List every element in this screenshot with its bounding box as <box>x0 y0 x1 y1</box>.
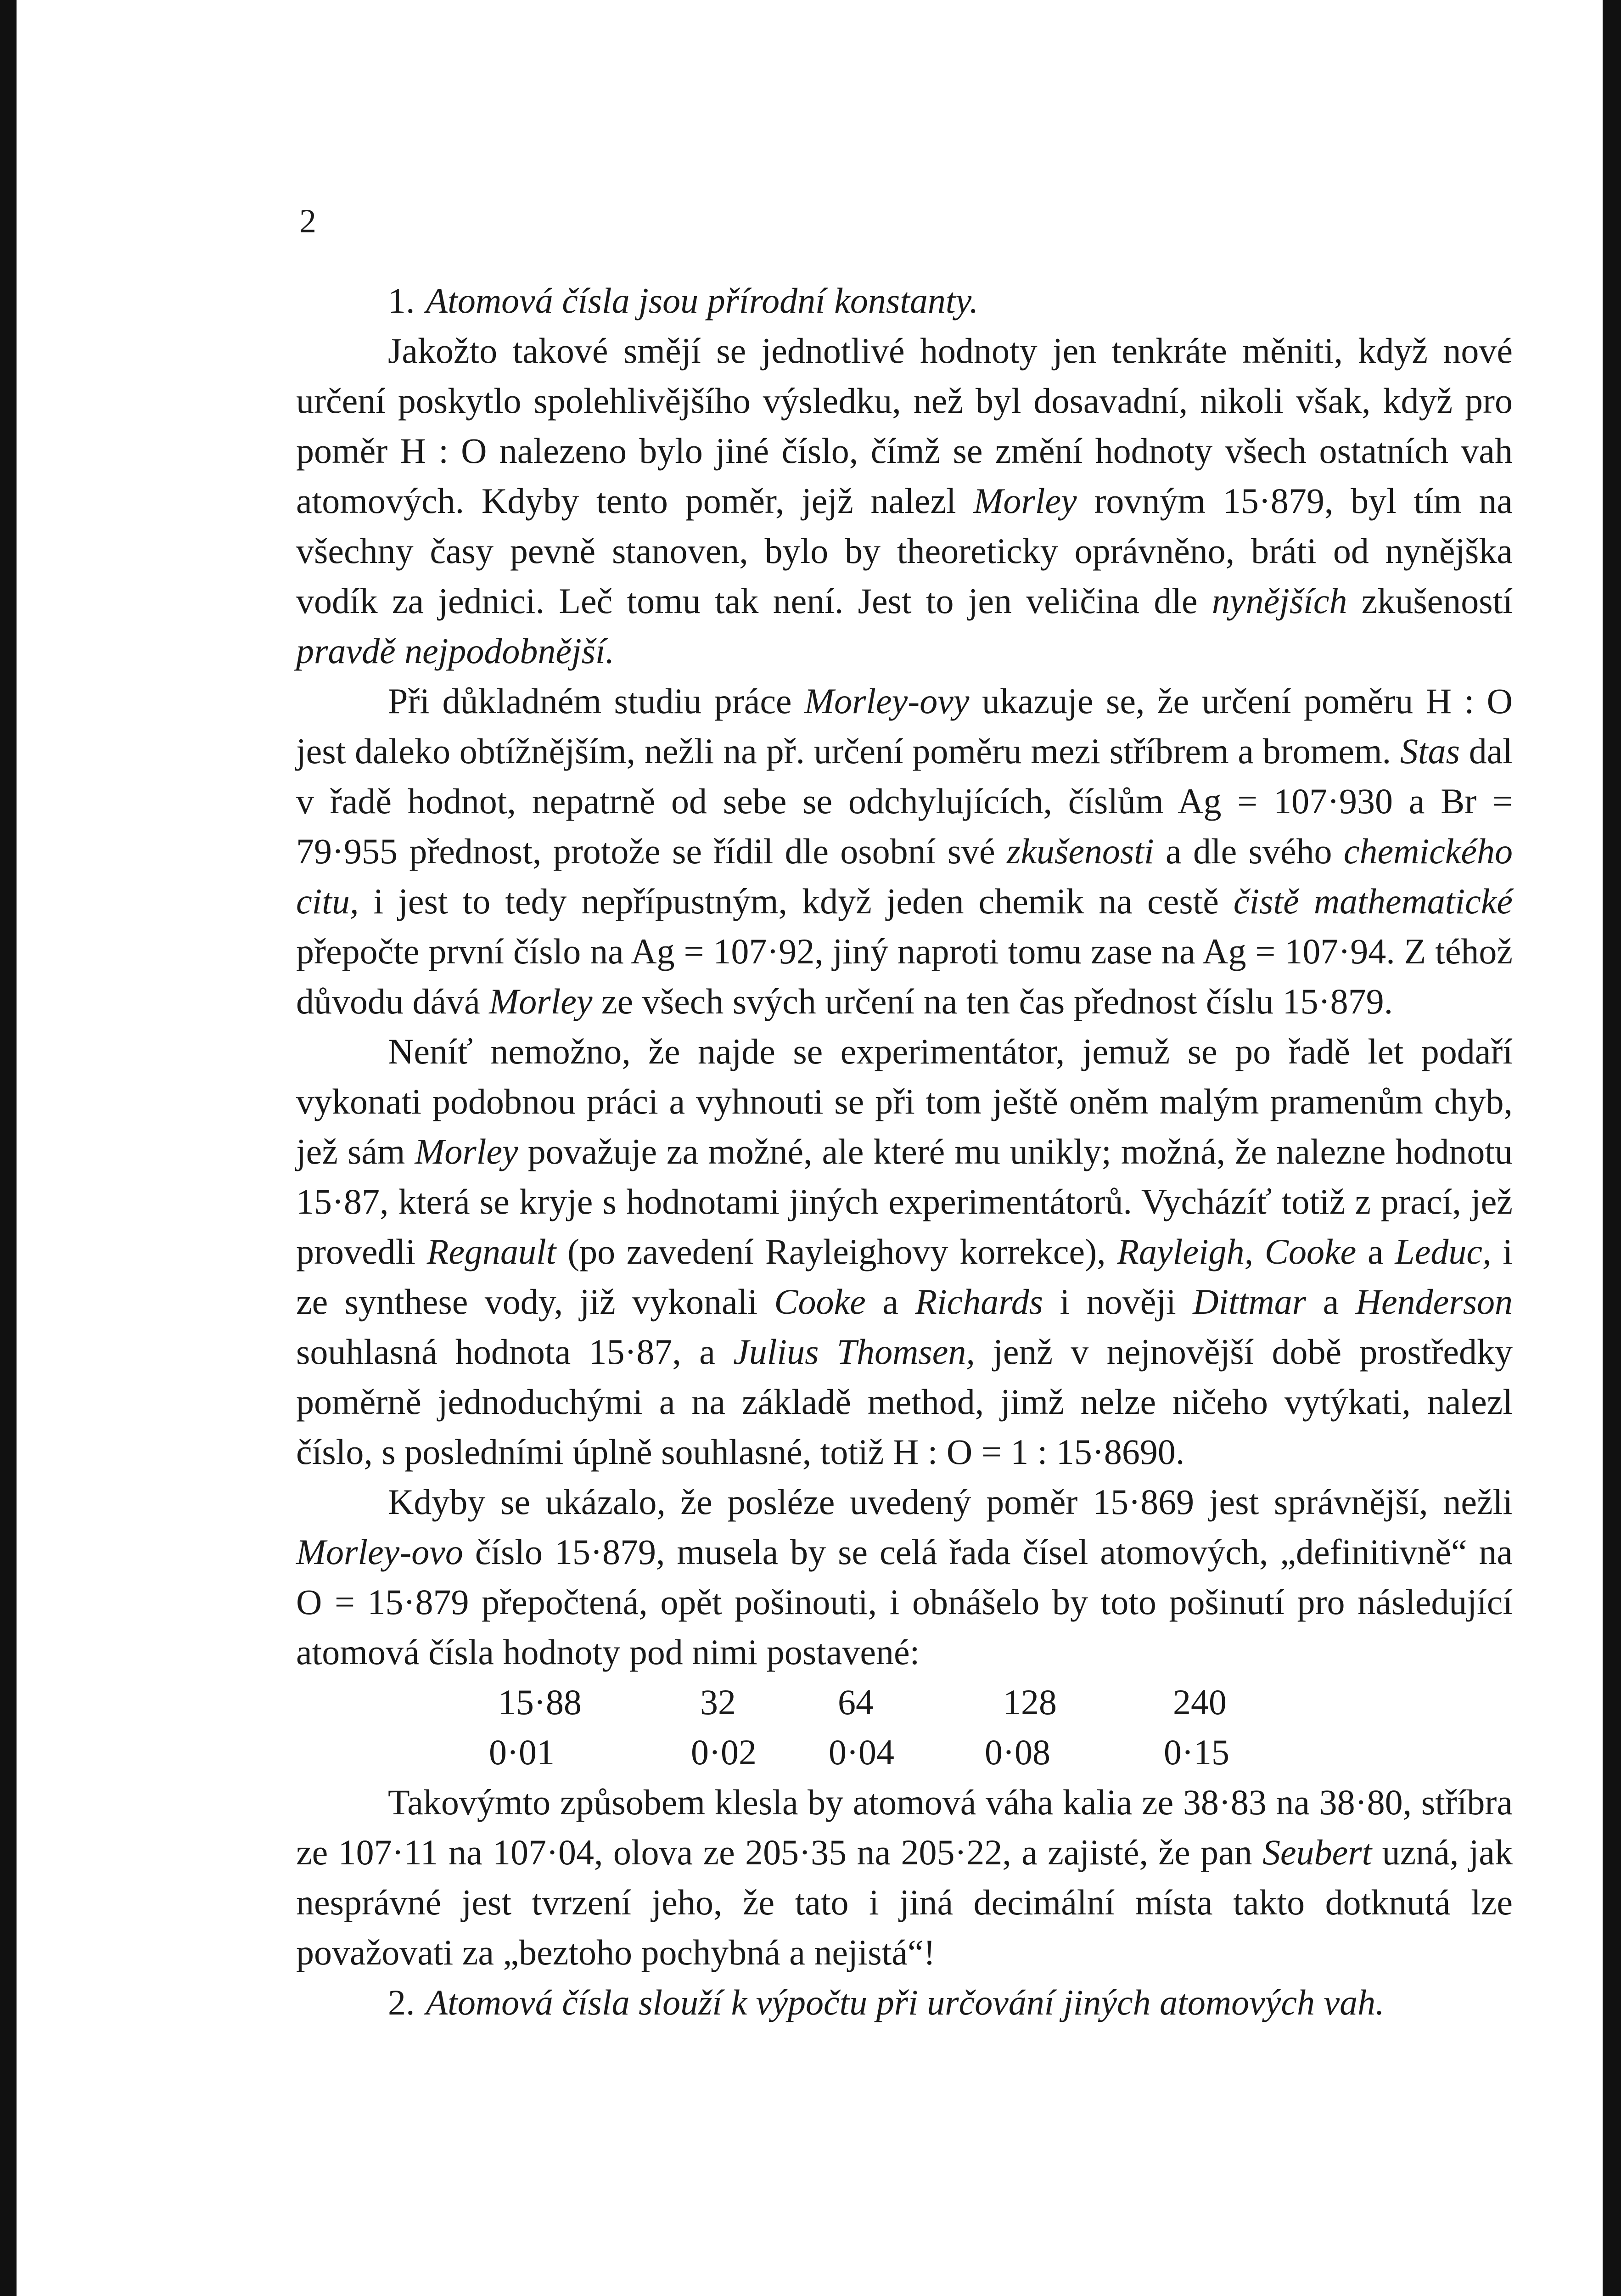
italic-name: Stas <box>1400 731 1460 771</box>
text-run: a <box>1306 1282 1356 1322</box>
table-cell: 0·08 <box>985 1732 1050 1772</box>
section-number: 2. <box>388 1982 415 2022</box>
table-cell: 64 <box>838 1682 874 1722</box>
text-run: Kdyby se ukázalo, že posléze uvedený poměr 15·869 jest správnější, nežli <box>388 1482 1513 1522</box>
italic-name: Seubert <box>1262 1832 1372 1872</box>
table-row-shifts <box>296 1727 1513 1777</box>
text-run: považuje za možné, ale které mu unikly; možná, že nalezne hodnotu 15·87, která se kryje s hodnotami jiných experimentátorů. Vycházíť totiž z prací, jež provedli <box>296 1131 1513 1272</box>
text-run: a <box>1356 1232 1395 1272</box>
table-cell: 15·88 <box>498 1682 582 1722</box>
text-run: přepočte první číslo na Ag = 107·92, jiný naproti tomu zase na Ag = 107·94. Z téhož důvodu dává <box>296 931 1513 1021</box>
table-cell: 32 <box>700 1682 736 1722</box>
italic-phrase: čistě mathematické <box>1233 881 1513 921</box>
table-cell: 240 <box>1173 1682 1227 1722</box>
table-cell: 0·01 <box>489 1732 555 1772</box>
section-title: Atomová čísla slouží k výpočtu při určování jiných atomových vah. <box>426 1982 1385 2022</box>
italic-name: Morley-ovy <box>804 681 970 721</box>
text-run: a <box>865 1282 915 1322</box>
scan-edge-left <box>0 0 17 2296</box>
italic-name: Morley <box>415 1131 518 1171</box>
table-cell: 0·15 <box>1164 1732 1229 1772</box>
italic-name: Rayleigh, Cooke <box>1117 1232 1357 1272</box>
text-run: jenž v nejnovější době prostředky poměrně jednoduchými a na základě method, jimž nelze ničeho vytýkati, nalezl číslo, s posledními úplně souhlasné, totiž H : O = 1 : 15·8690. <box>296 1332 1513 1472</box>
page-number: 2 <box>299 203 316 240</box>
paragraph-4 <box>296 1477 1513 1677</box>
table-row-atomic-numbers <box>296 1677 1513 1727</box>
text-run: i jest to tedy nepřípustným, když jeden chemik na cestě <box>359 881 1234 921</box>
text-run: souhlasná hodnota 15·87, a <box>296 1332 734 1372</box>
italic-word: nynějších <box>1212 581 1347 621</box>
italic-name: Leduc, <box>1395 1232 1492 1272</box>
text-run: uzná, jak nesprávné jest tvrzení jeho, že tato i jiná decimální místa takto dotknutá lze považovati za „beztoho pochybná a nejistá“! <box>296 1832 1513 1972</box>
section-number: 1. <box>388 281 415 321</box>
text-run: rovným 15·879, byl tím na všechny časy pevně stanoven, bylo by theoreticky oprávněno, bráti od nynějška vodík za jednici. Leč tomu tak není. Jest to jen veličina dle <box>296 481 1513 621</box>
italic-name: Julius Thomsen, <box>733 1332 975 1372</box>
shift-values-table <box>296 1677 1513 1777</box>
table-cell: 128 <box>1003 1682 1057 1722</box>
document-body <box>296 276 1513 2027</box>
text-run: Neníť nemožno, že najde se experimentátor, jemuž se po řadě let podaří vykonati podobnou práci a vyhnouti se při tom ještě oněm malým pramenům chyb, jež sám <box>296 1031 1513 1171</box>
italic-word: zkušenosti <box>1006 831 1154 871</box>
section-title: Atomová čísla jsou přírodní konstanty. <box>426 281 979 321</box>
paragraph-5 <box>296 1777 1513 1977</box>
paragraph-2 <box>296 676 1513 1026</box>
text-run: dal v řadě hodnot, nepatrně od sebe se odchylujících, číslům Ag = 107·930 a Br = 79·955 přednost, protože se řídil dle osobní své <box>296 731 1513 871</box>
section-heading-2 <box>296 1977 1513 2027</box>
italic-name: Morley <box>973 481 1077 521</box>
italic-name: Morley-ovo <box>296 1532 463 1572</box>
text-run: (po zavedení Rayleighovy korrekce), <box>556 1232 1117 1272</box>
section-heading-1 <box>296 276 1513 326</box>
text-run: ze všech svých určení na ten čas přednost číslu 15·879. <box>592 981 1393 1021</box>
paragraph-1 <box>296 326 1513 676</box>
italic-name: Henderson <box>1355 1282 1513 1322</box>
table-cell: 0·04 <box>829 1732 894 1772</box>
table-cell: 0·02 <box>691 1732 757 1772</box>
text-run: zkušeností <box>1347 581 1513 621</box>
text-run: ukazuje se, že určení poměru H : O jest daleko obtížnějším, nežli na př. určení poměru mezi stříbrem a bromem. <box>296 681 1513 771</box>
text-run: číslo 15·879, musela by se celá řada čísel atomových, „definitivně“ na O = 15·879 přepočtená, opět pošinouti, i obnášelo by toto pošinutí pro následující atomová čísla hodnoty pod nimi postavené: <box>296 1532 1513 1672</box>
text-run: Jakožto takové smějí se jednotlivé hodnoty jen tenkráte měniti, když nové určení poskytlo spolehlivějšího výsledku, než byl dosavadní, nikoli však, když pro poměr H : O nalezeno bylo jiné číslo, čímž se změní hodnoty všech ostatních vah atomových. Kdyby tento poměr, jejž nalezl <box>296 331 1513 521</box>
italic-name: Richards <box>915 1282 1043 1322</box>
italic-phrase: pravdě nejpodobnější. <box>296 631 615 671</box>
italic-name: Regnault <box>426 1232 556 1272</box>
text-run: Při důkladném studiu práce <box>388 681 805 721</box>
text-run: i ze synthese vody, již vykonali <box>296 1232 1513 1322</box>
text-run: Takovýmto způsobem klesla by atomová váha kalia ze 38·83 na 38·80, stříbra ze 107·11 na 107·04, olova ze 205·35 na 205·22, a zajisté, že pan <box>296 1782 1513 1872</box>
italic-name: Dittmar <box>1193 1282 1307 1322</box>
italic-name: Morley <box>489 981 593 1021</box>
italic-phrase: chemického citu, <box>296 831 1513 921</box>
paragraph-3 <box>296 1026 1513 1477</box>
text-run: a dle svého <box>1154 831 1344 871</box>
italic-name: Cooke <box>774 1282 866 1322</box>
text-run: i nověji <box>1043 1282 1193 1322</box>
scan-edge-right <box>1603 0 1621 2296</box>
